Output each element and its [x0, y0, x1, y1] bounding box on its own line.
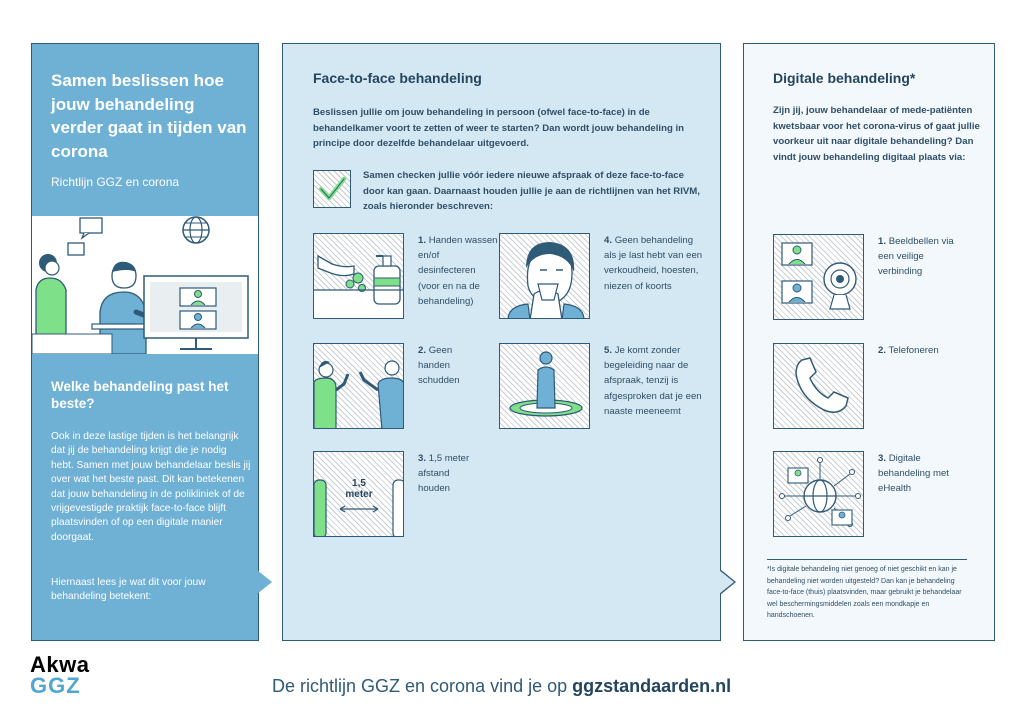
intro-paragraph-followup: Hiernaast lees je wat dit voor jouw behandeling betekent:: [51, 577, 206, 603]
rule-4-number: 4.: [604, 235, 613, 246]
distance-icon: [313, 451, 404, 537]
ehealth-icon: [773, 451, 864, 537]
footnote: *Is digitale behandeling niet genoeg of niet geschikt en kan je behandeling niet worden uitgesteld? Dan kan je behandeling face-to-face (thuis) plaatsvinden, maar gebruikt je behandelaar wel beschermingsmiddelen zoals een mondkapje en handschoenen.: [767, 559, 967, 622]
digital-intro: Zijn jij, jouw behandelaar of mede-patiënten kwetsbaar voor het corona-virus of gaat jullie voorkeur uit naar digitale behandeling? Dan vindt jouw behandeling digitaal plaats via:: [773, 105, 980, 163]
video-call-illustration: [32, 216, 258, 354]
digital-item-3: [878, 451, 968, 497]
face-to-face-title: Face-to-face behandeling: [313, 70, 482, 86]
distance-value: 1,5: [352, 478, 366, 489]
rule-5-text: Je komt zonder begeleiding naar de afspraak, tenzij is afgesproken dat je een naaste meeneemt: [604, 345, 702, 417]
digital-item-2-number: 2.: [878, 345, 887, 356]
arrow-right-icon: [257, 570, 272, 594]
no-handshake-icon: [313, 343, 404, 429]
digital-item-3-number: 3.: [878, 453, 887, 464]
digital-item-3-text: Digitale behandeling met eHealth: [878, 453, 949, 495]
rule-3-text: 1,5 meter afstand houden: [418, 453, 470, 495]
sneezing-icon: [499, 233, 590, 319]
logo-akwa: Akwa: [30, 652, 90, 677]
checkmark-icon: [313, 170, 351, 208]
digital-item-1-text: Beeldbellen via een veilige verbinding: [878, 236, 954, 278]
distance-unit: meter: [345, 489, 373, 500]
digital-item-1-number: 1.: [878, 236, 887, 247]
digital-item-1: [878, 234, 958, 280]
phone-icon: [773, 343, 864, 429]
section-question: Welke behandeling past het beste?: [51, 379, 229, 411]
video-call-icon: [773, 234, 864, 320]
digital-item-2: [878, 343, 968, 358]
intro-panel: [31, 43, 259, 641]
rule-4: [604, 233, 704, 294]
page-title: Samen beslissen hoe jouw behandeling verder gaat in tijden van corona: [51, 71, 247, 161]
check-text: Samen checken jullie vóór iedere nieuwe afspraak of deze face-to-face door kan gaan. Daarnaast houden jullie je aan de richtlijnen van het RIVM, zoals hieronder beschreven:: [363, 170, 700, 212]
rule-1-text: Handen wassen en/of desinfecteren (voor en na de behandeling): [418, 235, 498, 307]
distance-label: [336, 478, 382, 500]
face-to-face-panel: [282, 43, 721, 641]
digital-panel: [743, 43, 995, 641]
footer-text: [272, 676, 731, 697]
rule-2-number: 2.: [418, 345, 427, 356]
rule-2: [418, 343, 478, 389]
page-subtitle: Richtlijn GGZ en corona: [51, 175, 180, 189]
digital-title: Digitale behandeling*: [773, 70, 916, 86]
arrow-right-icon: [719, 570, 734, 594]
hand-washing-icon: [313, 233, 404, 319]
rule-1-number: 1.: [418, 235, 427, 246]
rule-2-text: Geen handen schudden: [418, 345, 460, 387]
intro-paragraph: Ook in deze lastige tijden is het belangrijk dat jij de behandeling krijgt die je nodig hebt. Samen met jouw behandelaar beslis jij over wat het beste past. Dit kan betekenen dat jouw behandeling in de polikliniek of de vrijgevestigde praktijk face-to-face blijft plaatsvinden of op een digitale manier doorgaat.: [51, 431, 251, 543]
footer-link[interactable]: ggzstandaarden.nl: [572, 676, 732, 696]
rule-5-number: 5.: [604, 345, 613, 356]
logo-ggz: GGZ: [30, 673, 81, 698]
rule-1: [418, 233, 498, 309]
digital-item-2-text: Telefoneren: [888, 345, 939, 356]
person-alone-icon: [499, 343, 590, 429]
rule-5: [604, 343, 704, 419]
rule-3-number: 3.: [418, 453, 427, 464]
rule-3: [418, 451, 478, 497]
footer-label: De richtlijn GGZ en corona vind je op: [272, 676, 573, 696]
rule-4-text: Geen behandeling als je last hebt van een verkoudheid, hoesten, niezen of koorts: [604, 235, 703, 292]
face-to-face-intro: Beslissen jullie om jouw behandeling in persoon (ofwel face-to-face) in de behandelkamer voort te zetten of weer te starten? Dan wordt jouw behandeling in principe door dezelfde behandelaar uitgevoerd.: [313, 107, 685, 149]
